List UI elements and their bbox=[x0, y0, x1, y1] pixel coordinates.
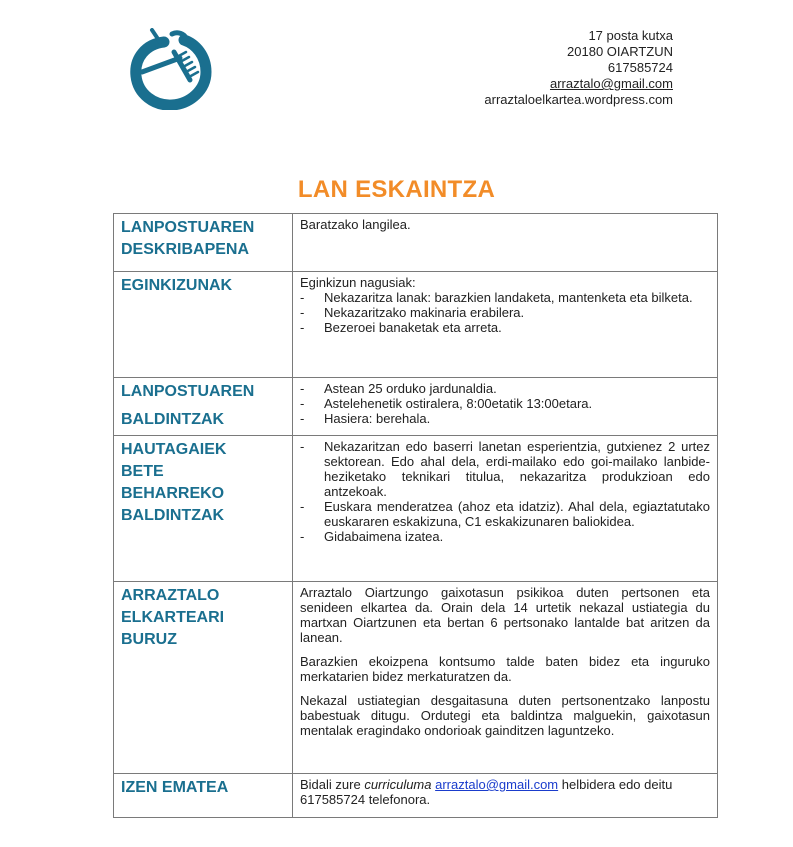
description-text: Baratzako langilea. bbox=[300, 217, 411, 232]
row-heading: LANPOSTUAREN BALDINTZAK bbox=[114, 378, 293, 436]
list-item: - Nekazaritzan edo baserri lanetan esperientzia, gutxienez 2 urtez sektorean. Edo ahal dela, erdi-mailako edo goi-mailako lanbide-heziketako teknikari titulua, nekazaritza produkzioan edo antzekoak. bbox=[300, 439, 710, 499]
list-item: - Euskara menderatzea (ahoz eta idatziz). Ahal dela, egiaztatutako euskararen eskakizuna, C1 eskakizunaren baliokidea. bbox=[300, 499, 710, 529]
table-row-description bbox=[114, 214, 718, 272]
tasks-list bbox=[300, 290, 710, 335]
list-item: - Hasiera: berehala. bbox=[300, 411, 710, 426]
apply-phone: 617585724 bbox=[300, 792, 366, 807]
conditions-list bbox=[300, 381, 710, 426]
address-block bbox=[484, 28, 673, 108]
row-heading: LANPOSTUAREN DESKRIBAPENA bbox=[114, 214, 293, 272]
row-heading: EGINKIZUNAK bbox=[114, 272, 293, 378]
about-paragraph: Nekazal ustiategian desgaitasuna duten pertsonentzako lanpostu babestuak ditugu. Ordutegi eta baldintza malguekin, gaixotasun mentalak eragindako ondorioak gainditzen laguntzeko. bbox=[300, 693, 710, 738]
about-paragraph: Arraztalo Oiartzungo gaixotasun psikikoa duten pertsonen eta senideen elkartea da. Orain dela 14 urtetik nekazal ustiategia du martxan Oiartzunen eta bertan 6 pertsonako lantalde bat aritzen da lanean. bbox=[300, 585, 710, 645]
row-content bbox=[293, 378, 718, 436]
row-content bbox=[293, 214, 718, 272]
address-line-2: 20180 OIARTZUN bbox=[567, 44, 673, 59]
job-offer-table bbox=[113, 213, 718, 818]
row-content bbox=[293, 582, 718, 774]
table-row-conditions bbox=[114, 378, 718, 436]
row-content bbox=[293, 436, 718, 582]
requirements-list bbox=[300, 439, 710, 544]
table-row-tasks bbox=[114, 272, 718, 378]
row-content bbox=[293, 272, 718, 378]
list-item: - Astean 25 orduko jardunaldia. bbox=[300, 381, 710, 396]
tasks-intro: Eginkizun nagusiak: bbox=[300, 275, 416, 290]
list-item: - Nekazaritzako makinaria erabilera. bbox=[300, 305, 710, 320]
email-link[interactable]: arraztalo@gmail.com bbox=[549, 76, 673, 91]
list-item: - Bezeroei banaketak eta arreta. bbox=[300, 320, 710, 335]
website-text: arraztaloelkartea.wordpress.com bbox=[484, 92, 673, 107]
rake-circle-logo-icon bbox=[128, 28, 212, 110]
row-content: Bidali zure curriculuma arraztalo@gmail.com helbidera edo deitu 617585724 telefonora. bbox=[293, 774, 718, 818]
table-row-about bbox=[114, 582, 718, 774]
page-title: LAN ESKAINTZA bbox=[297, 176, 496, 203]
list-item: - Astelehenetik ostiralera, 8:00etatik 13:00etara. bbox=[300, 396, 710, 411]
row-heading: ARRAZTALO ELKARTEARI BURUZ bbox=[114, 582, 293, 774]
table-row-requirements bbox=[114, 436, 718, 582]
address-line-1: 17 posta kutxa bbox=[588, 28, 673, 43]
row-heading: HAUTAGAIEK BETE BEHARREKO BALDINTZAK bbox=[114, 436, 293, 582]
curriculum-word: curriculuma bbox=[364, 777, 432, 792]
about-paragraph: Barazkien ekoizpena kontsumo talde baten bidez eta inguruko merkatarien bidez merkaturatzen da. bbox=[300, 654, 710, 684]
list-item: - Gidabaimena izatea. bbox=[300, 529, 710, 544]
row-heading: IZEN EMATEA bbox=[114, 774, 293, 818]
apply-email-link[interactable]: arraztalo@gmail.com bbox=[435, 777, 559, 792]
list-item: - Nekazaritza lanak: barazkien landaketa, mantenketa eta bilketa. bbox=[300, 290, 710, 305]
phone-number: 617585724 bbox=[607, 60, 673, 75]
table-row-apply bbox=[114, 774, 718, 818]
